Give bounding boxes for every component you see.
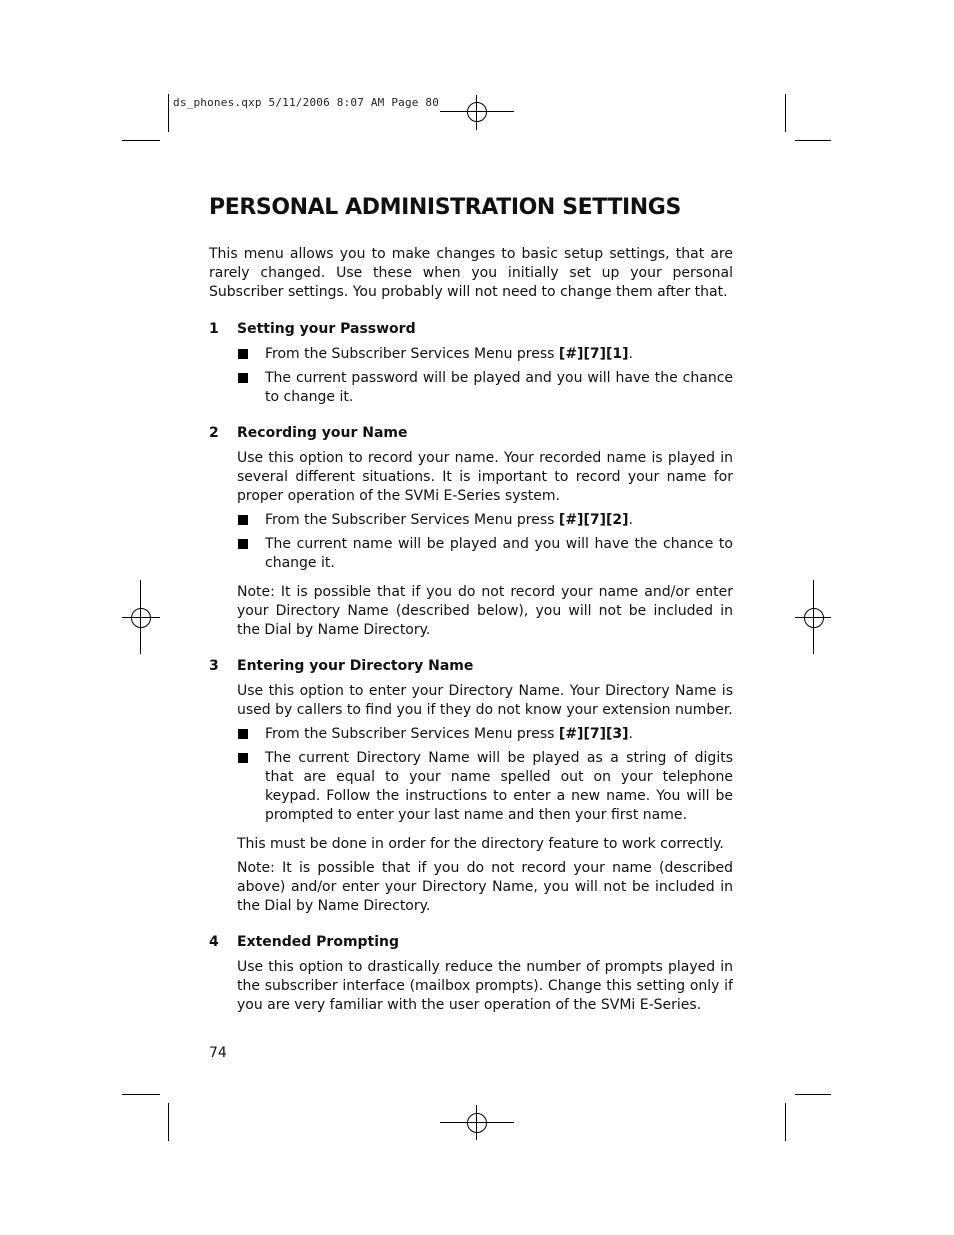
sentence-period: . <box>628 512 633 528</box>
section-followup: This must be done in order for the directory feature to work correctly. <box>237 836 724 852</box>
bullet-text <box>265 345 733 364</box>
bullet-group <box>237 345 733 407</box>
crop-mark-top-right-horizontal <box>795 140 831 141</box>
section-paragraph: Use this option to drastically reduce the number of prompts played in the subscriber interface (mailbox prompts). Change this setting only if you are very familiar with the user operation of the SVMi E-Series. <box>237 959 733 1013</box>
key-sequence: [#][7][1] <box>558 346 629 362</box>
crop-mark-bottom-left-vertical <box>168 1103 169 1141</box>
section-number: 4 <box>209 934 219 950</box>
section-heading <box>209 657 733 676</box>
bullet-item <box>237 725 733 744</box>
page-title: PERSONAL ADMINISTRATION SETTINGS <box>209 195 681 220</box>
section-number: 3 <box>209 658 219 674</box>
document-content <box>209 193 733 1032</box>
sentence-period: . <box>628 346 633 362</box>
bullet-text: The current Directory Name will be played as a string of digits that are equal to your name spelled out on your telephone keypad. Follow the instructions to enter a new name. You will be prompted to enter your last name and then your first name. <box>265 750 733 823</box>
bullet-item <box>237 749 733 825</box>
key-sequence: [#][7][3] <box>558 726 629 742</box>
section-number: 1 <box>209 321 219 337</box>
section-body <box>237 682 733 916</box>
crop-mark-top-left-vertical <box>168 94 169 132</box>
section-recording-name <box>209 424 733 640</box>
section-directory-name <box>209 657 733 916</box>
registration-mark-bottom-circle <box>467 1113 487 1133</box>
section-heading <box>209 320 733 339</box>
registration-mark-right-circle <box>804 608 824 628</box>
menu-instruction: From the Subscriber Services Menu press <box>265 512 559 528</box>
page-number: 74 <box>209 1045 227 1061</box>
section-number: 2 <box>209 425 219 441</box>
bullet-group <box>237 511 733 573</box>
crop-mark-top-left-horizontal <box>122 140 160 141</box>
intro-paragraph: This menu allows you to make changes to basic setup settings, that are rarely changed. Use these when you initially set up your personal Subscriber settings. You probably will not need to change them after that. <box>209 246 733 300</box>
crop-mark-top-right-vertical <box>785 94 786 132</box>
bullet-item <box>237 535 733 573</box>
square-bullet-icon <box>237 749 265 825</box>
section-body <box>237 958 733 1015</box>
registration-mark-left-circle <box>131 608 151 628</box>
crop-mark-bottom-right-horizontal <box>795 1094 831 1095</box>
crop-mark-bottom-right-vertical <box>785 1103 786 1141</box>
section-body <box>237 345 733 407</box>
section-note: Note: It is possible that if you do not record your name and/or enter your Directory Name (described below), you will not be included in the Dial by Name Directory. <box>237 584 733 638</box>
section-title: Recording your Name <box>237 425 408 441</box>
bullet-text: The current name will be played and you will have the chance to change it. <box>265 536 733 571</box>
section-title: Setting your Password <box>237 321 416 337</box>
crop-mark-bottom-left-horizontal <box>122 1094 160 1095</box>
sentence-period: . <box>628 726 633 742</box>
section-password <box>209 320 733 407</box>
menu-instruction: From the Subscriber Services Menu press <box>265 346 559 362</box>
square-bullet-icon <box>237 725 265 744</box>
bullet-item <box>237 345 733 364</box>
print-slug: ds_phones.qxp 5/11/2006 8:07 AM Page 80 <box>173 96 440 109</box>
section-title: Entering your Directory Name <box>237 658 474 674</box>
square-bullet-icon <box>237 535 265 573</box>
section-note: Note: It is possible that if you do not record your name (described above) and/or enter your Directory Name, you will not be included in the Dial by Name Directory. <box>237 860 733 914</box>
bullet-text: The current password will be played and you will have the chance to change it. <box>265 370 733 405</box>
bullet-item <box>237 369 733 407</box>
bullet-text <box>265 511 733 530</box>
section-heading <box>209 424 733 443</box>
section-body <box>237 449 733 640</box>
registration-mark-top-circle <box>467 102 487 122</box>
bullet-text <box>265 725 733 744</box>
section-paragraph: Use this option to enter your Directory Name. Your Directory Name is used by callers to find you if they do not know your extension number. <box>237 683 733 718</box>
square-bullet-icon <box>237 511 265 530</box>
section-extended-prompting <box>209 933 733 1015</box>
section-heading <box>209 933 733 952</box>
square-bullet-icon <box>237 345 265 364</box>
key-sequence: [#][7][2] <box>558 512 629 528</box>
section-paragraph: Use this option to record your name. Your recorded name is played in several different situations. It is important to record your name for proper operation of the SVMi E-Series system. <box>237 450 733 504</box>
bullet-group <box>237 725 733 825</box>
square-bullet-icon <box>237 369 265 407</box>
section-title: Extended Prompting <box>237 934 400 950</box>
menu-instruction: From the Subscriber Services Menu press <box>265 726 559 742</box>
bullet-item <box>237 511 733 530</box>
